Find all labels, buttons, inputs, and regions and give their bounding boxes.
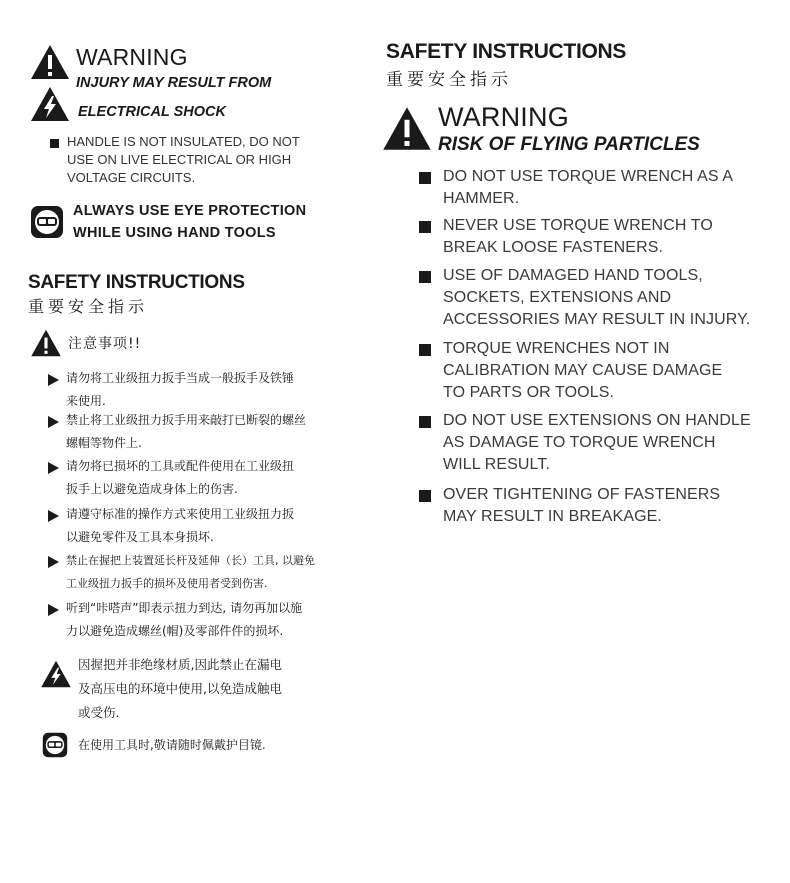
bullet-square: [419, 271, 431, 283]
cn-list-item-6: 听到“咔嗒声”即表示扭力到达, 请勿再加以施 力以避免造成螺丝(帽)及零部件件的损坏.: [66, 601, 303, 638]
right-item-6: OVER TIGHTENING OF FASTENERS MAY RESULT IN BREAKAGE.: [443, 486, 721, 525]
eye-protection-text: ALWAYS USE EYE PROTECTION WHILE USING HAND TOOLS: [73, 203, 307, 241]
warning-triangle-icon: [30, 44, 70, 80]
right-item-3: USE OF DAMAGED HAND TOOLS, SOCKETS, EXTENSIONS AND ACCESSORIES MAY RESULT IN INJURY.: [443, 267, 751, 328]
list-arrow: [48, 416, 59, 428]
warning-triangle-icon: [382, 106, 432, 151]
bullet-square: [419, 172, 431, 184]
bullet-square: [419, 490, 431, 502]
bullet-square: [50, 139, 59, 148]
safety-instructions-subtitle: 重要安全指示: [28, 297, 149, 316]
warning-line-1: INJURY MAY RESULT FROM: [76, 75, 272, 91]
warning-line-2: ELECTRICAL SHOCK: [78, 104, 226, 120]
right-item-5: DO NOT USE EXTENSIONS ON HANDLE AS DAMAGE TO TORQUE WRENCH WILL RESULT.: [443, 412, 751, 473]
cn-list-item-4: 请遵守标准的操作方式来使用工业级扭力扳 以避免零件及工具本身损坏.: [66, 507, 295, 544]
shock-cn-text: 因握把并非绝缘材质,因此禁止在漏电 及高压电的环境中使用,以免造成触电 或受伤.: [78, 657, 282, 720]
right-item-2: NEVER USE TORQUE WRENCH TO BREAK LOOSE FASTENERS.: [443, 217, 713, 256]
notice-title: 注意事项!!: [68, 336, 142, 352]
list-arrow: [48, 556, 59, 568]
bullet-square: [419, 344, 431, 356]
handle-warning-text: HANDLE IS NOT INSULATED, DO NOT USE ON LIVE ELECTRICAL OR HIGH VOLTAGE CIRCUITS.: [67, 134, 300, 185]
bullet-square: [419, 416, 431, 428]
list-arrow: [48, 374, 59, 386]
electric-shock-icon: [30, 86, 70, 122]
warning-title: WARNING: [438, 102, 569, 132]
list-arrow: [48, 510, 59, 522]
cn-list-item-1: 请勿将工业级扭力扳手当成一般扳手及铁锤 来使用.: [66, 371, 295, 408]
right-item-4: TORQUE WRENCHES NOT IN CALIBRATION MAY CAUSE DAMAGE TO PARTS OR TOOLS.: [443, 340, 723, 401]
notice-triangle-icon: [30, 329, 62, 357]
warning-title: WARNING: [76, 44, 188, 70]
cn-list-item-3: 请勿将已损坏的工具或配件使用在工业级扭 扳手上以避免造成身体上的伤害.: [66, 459, 295, 496]
safety-instructions-subtitle: 重要安全指示: [386, 70, 512, 90]
safety-instructions-title: SAFETY INSTRUCTIONS: [28, 272, 245, 293]
electric-shock-icon: [40, 660, 72, 688]
warning-subtitle: RISK OF FLYING PARTICLES: [438, 134, 700, 155]
list-arrow: [48, 604, 59, 616]
eye-cn-text: 在使用工具时,敬请随时佩戴护目镜.: [78, 738, 266, 752]
list-arrow: [48, 462, 59, 474]
eye-protection-icon: [42, 732, 68, 763]
cn-list-item-2: 禁止将工业级扭力扳手用来敲打已断裂的螺丝 螺帽等物件上.: [66, 413, 307, 450]
right-item-1: DO NOT USE TORQUE WRENCH AS A HAMMER.: [443, 168, 734, 207]
bullet-square: [419, 221, 431, 233]
safety-instructions-title: SAFETY INSTRUCTIONS: [386, 40, 627, 63]
cn-list-item-5: 禁止在握把上装置延长杆及延伸（长）工具, 以避免 工业级扭力扳手的损坏及使用者受到伤害.: [66, 554, 315, 590]
eye-protection-icon: [30, 205, 64, 244]
